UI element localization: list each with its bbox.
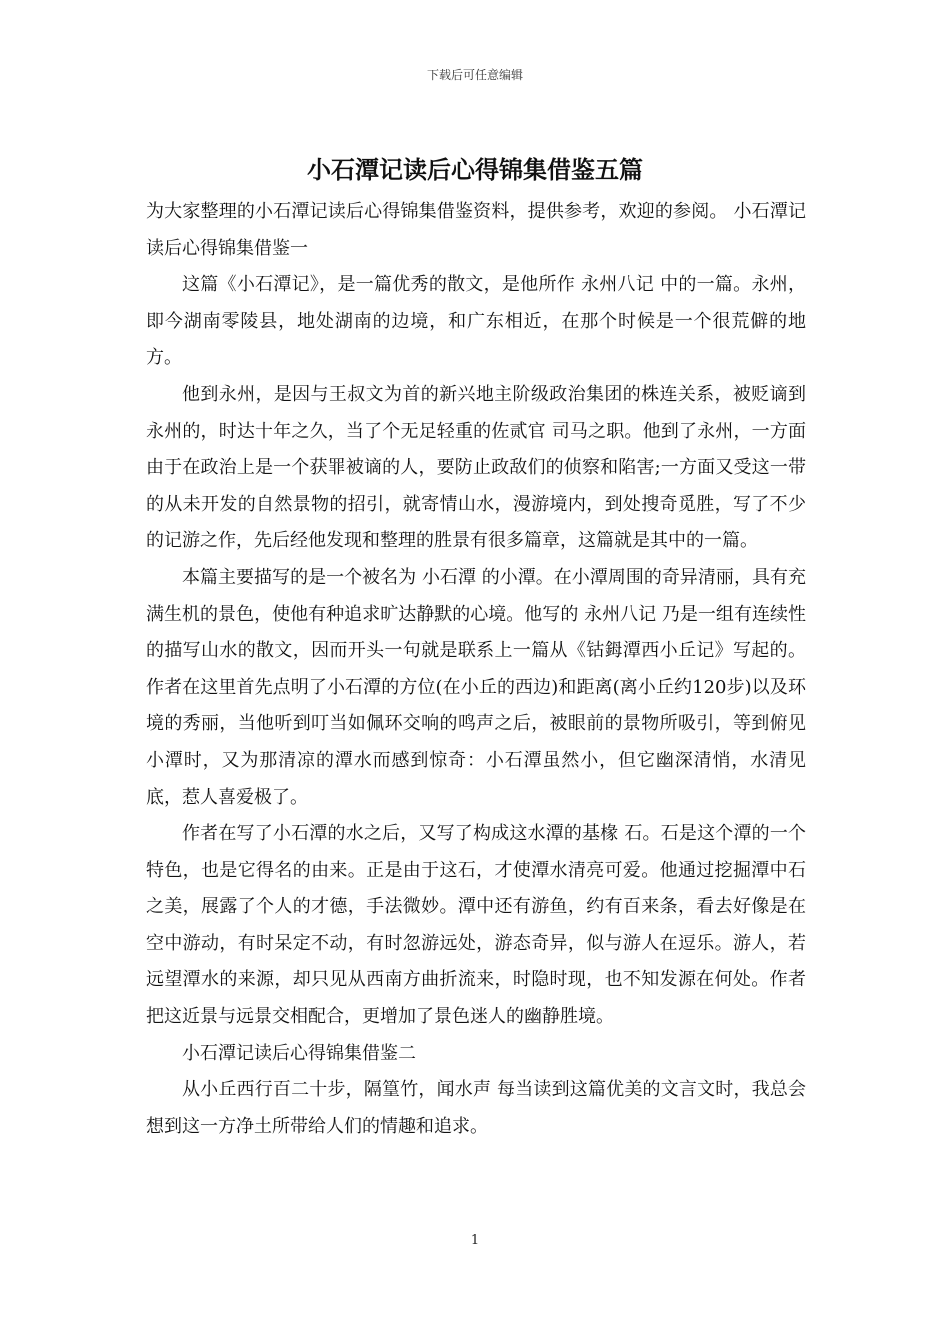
paragraph: 从小丘西行百二十步，隔篁竹，闻水声 每当读到这篇优美的文言文时，我总会想到这一方净土所带给人们的情趣和追求。 — [146, 1079, 806, 1137]
paragraph: 作者在写了小石潭的水之后，又写了构成这水潭的基椽 石。石是这个潭的一个特色，也是它得名的由来。正是由于这石，才使潭水清亮可爱。他通过挖掘潭中石之美，展露了个人的才德，手法微妙。潭中还有游鱼，约有百来条，看去好像是在空中游动，有时呆定不动，有时忽游远处，游态奇异，似与游人在逗乐。游人，若远望潭水的来源，却只见从西南方曲折流来，时隐时现，也不知发源在何处。作者把这近景与远景交相配合，更增加了景色迷人的幽静胜境。 — [146, 823, 806, 1028]
document-body — [146, 194, 806, 1145]
paragraph: 这篇《小石潭记》，是一篇优秀的散文，是他所作 永州八记 中的一篇。永州，即今湖南零陵县，地处湖南的边境，和广东相近，在那个时候是一个很荒僻的地方。 — [146, 274, 806, 369]
paragraph: 本篇主要描写的是一个被名为 小石潭 的小潭。在小潭周围的奇异清丽，具有充满生机的景色，使他有种追求旷达静默的心境。他写的 永州八记 乃是一组有连续性的描写山水的散文，因而开头一句就是联系上一篇从《钴鉧潭西小丘记》写起的。作者在这里首先点明了小石潭的方位(在小丘的西边)和距离(离小丘约120步)以及环境的秀丽，当他听到叮当如佩环交响的鸣声之后，被眼前的景物所吸引，等到俯见小潭时，又为那清凉的潭水而感到惊奇：小石潭虽然小，但它幽深清悄，水清见底，惹人喜爱极了。 — [146, 566, 806, 808]
document-title: 小石潭记读后心得锦集借鉴五篇 — [307, 156, 643, 184]
paragraph: 他到永州，是因与王叔文为首的新兴地主阶级政治集团的株连关系，被贬谪到永州的，时达十年之久，当了个无足轻重的佐贰官 司马之职。他到了永州，一方面由于在政治上是一个获罪被谪的人，要防止政敌们的侦察和陷害;一方面又受这一带的从未开发的自然景物的招引，就寄情山水，漫游境内，到处搜奇觅胜，写了不少的记游之作，先后经他发现和整理的胜景有很多篇章，这篇就是其中的一篇。 — [146, 383, 806, 552]
paragraph-intro: 为大家整理的小石潭记读后心得锦集借鉴资料，提供参考，欢迎的参阅。 小石潭记读后心得锦集借鉴一 — [146, 201, 806, 259]
page-header-note: 下载后可任意编辑 — [426, 68, 523, 82]
section-heading: 小石潭记读后心得锦集借鉴二 — [182, 1042, 416, 1064]
page-number: 1 — [470, 1233, 480, 1248]
